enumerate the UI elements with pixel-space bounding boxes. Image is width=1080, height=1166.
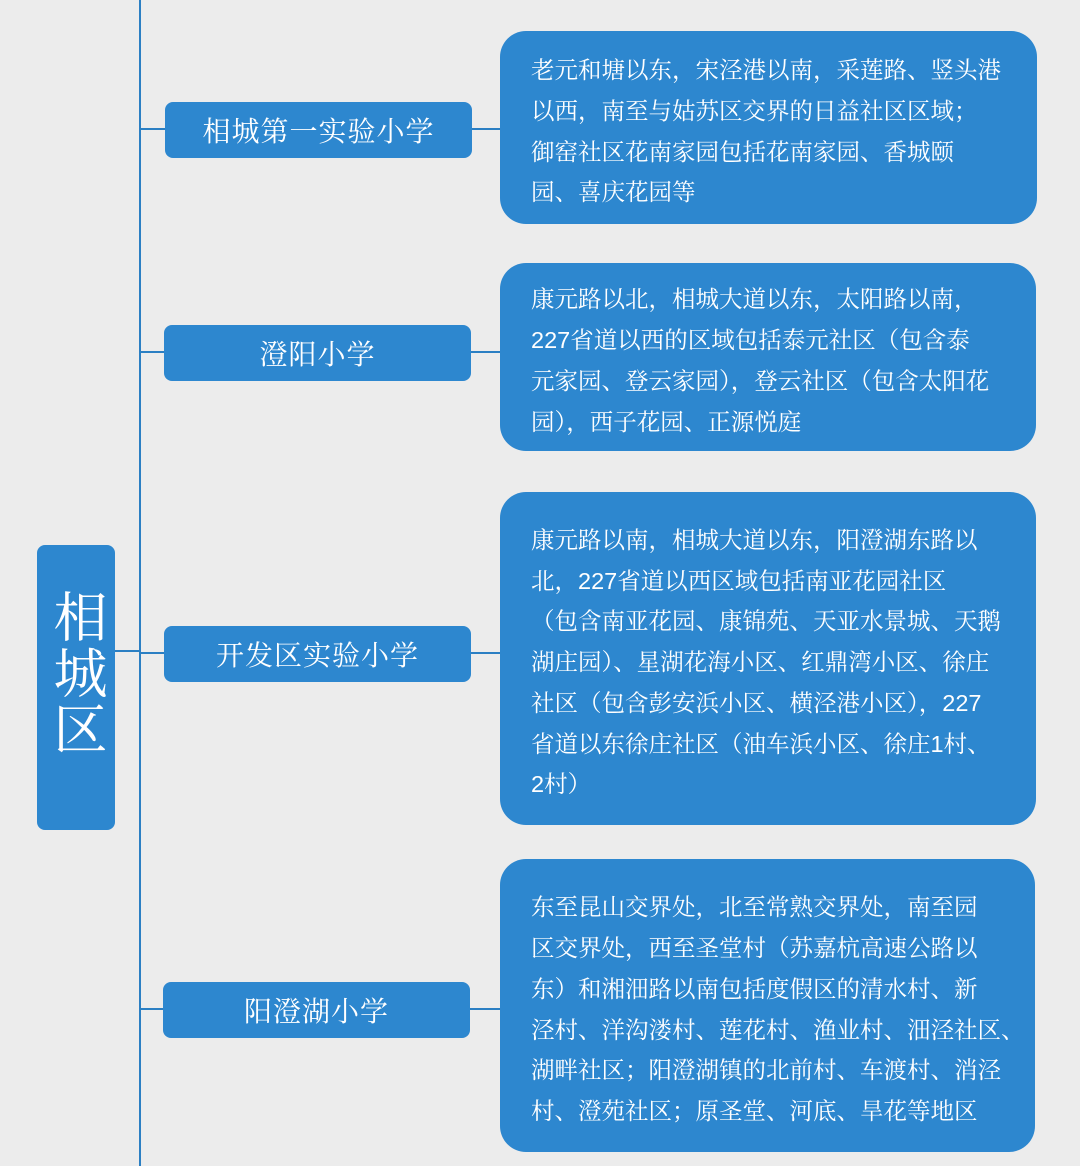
- area-line: 省道以东徐庄社区（油车浜小区、徐庄1村、: [531, 730, 991, 757]
- area-line: 村、澄苑社区；原圣堂、河底、旱花等地区: [531, 1098, 978, 1125]
- area-line: 老元和塘以东，宋泾港以南，采莲路、竖头港: [531, 56, 1001, 83]
- area-line: 园），西子花园、正源悦庭: [531, 408, 802, 435]
- area-line: 区交界处，西至圣堂村（苏嘉杭高速公路以: [531, 934, 978, 961]
- school-connector-line: [141, 1008, 163, 1010]
- area-line: 以西，南至与姑苏区交界的日益社区区域；: [531, 97, 978, 124]
- district-root-box: [37, 545, 115, 830]
- area-line: 东）和湘沺路以南包括度假区的清水村、新: [531, 975, 978, 1002]
- area-line: 元家园、登云家园），登云社区（包含太阳花: [531, 368, 990, 394]
- area-line: 园、喜庆花园等: [531, 179, 696, 206]
- school-name: 阳澄湖小学: [243, 996, 389, 1027]
- school-connector-line: [141, 128, 165, 130]
- area-line: （包含南亚花园、康锦苑、天亚水景城、天鹅: [531, 608, 1001, 635]
- area-line: 227省道以西的区域包括泰元社区（包含泰: [531, 327, 970, 354]
- district-name: 相城区: [46, 588, 106, 757]
- trunk-connector-line: [139, 0, 141, 1166]
- area-line: 泾村、洋沟溇村、莲花村、渔业村、沺泾社区、: [531, 1016, 1025, 1043]
- area-line: 康元路以南，相城大道以东，阳澄湖东路以: [531, 526, 978, 553]
- school-box-3: [164, 626, 471, 682]
- area-box-2: [500, 263, 1036, 451]
- area-connector-line: [470, 1008, 500, 1010]
- area-line: 2村）: [531, 771, 592, 798]
- area-box-1: [500, 31, 1037, 224]
- school-name: 澄阳小学: [259, 339, 376, 370]
- area-line: 康元路以北，相城大道以东，太阳路以南，: [531, 286, 978, 313]
- school-box-4: [163, 982, 470, 1038]
- school-name: 开发区实验小学: [215, 640, 419, 671]
- area-line: 东至昆山交界处，北至常熟交界处，南至园: [531, 894, 978, 921]
- area-line: 北，227省道以西区域包括南亚花园社区: [531, 567, 947, 594]
- school-box-2: [164, 325, 471, 381]
- area-line: 湖庄园）、星湖花海小区、红鼎湾小区、徐庄: [531, 649, 990, 676]
- area-line: 御窑社区花南家园包括花南家园、香城颐: [531, 138, 954, 165]
- area-line: 社区（包含彭安浜小区、横泾港小区），227: [531, 689, 982, 716]
- area-box-3: [500, 492, 1036, 825]
- area-connector-line: [472, 128, 500, 130]
- area-line: 湖畔社区；阳澄湖镇的北前村、车渡村、消泾: [531, 1057, 1001, 1084]
- area-box-4: [500, 859, 1035, 1152]
- school-connector-line: [141, 351, 164, 353]
- school-name: 相城第一实验小学: [202, 116, 435, 147]
- area-connector-line: [471, 351, 500, 353]
- school-box-1: [165, 102, 472, 158]
- district-connector-line: [115, 650, 140, 652]
- area-connector-line: [471, 652, 500, 654]
- school-connector-line: [141, 652, 164, 654]
